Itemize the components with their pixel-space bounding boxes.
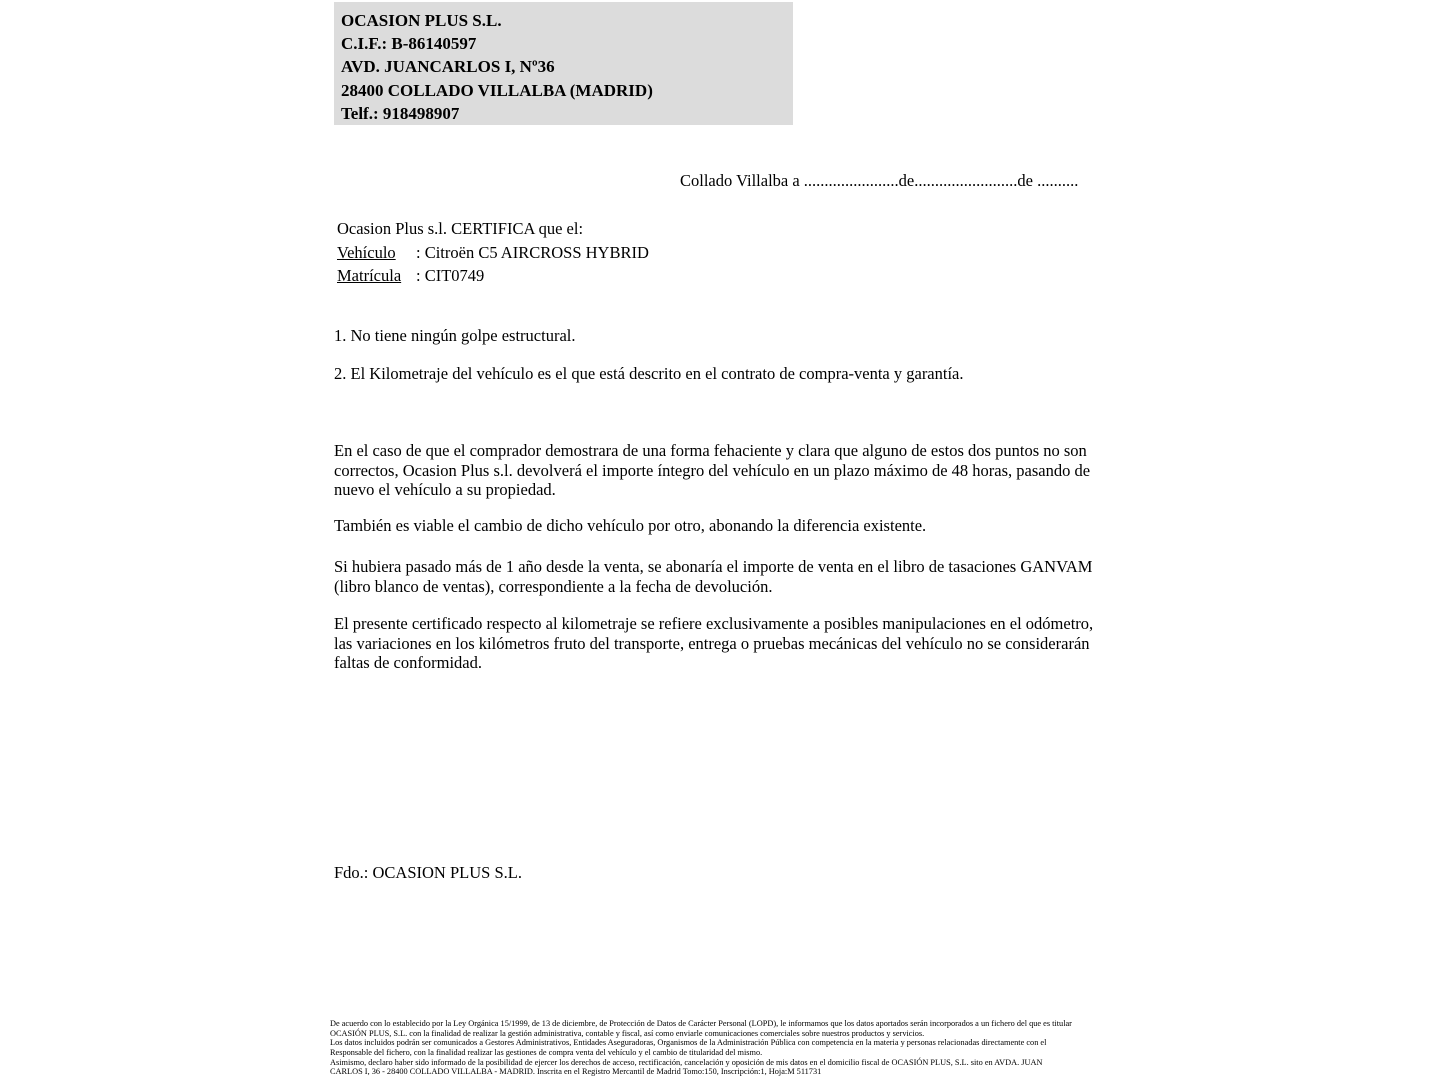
legal-footer-line: De acuerdo con lo establecido por la Ley Orgánica 15/1999, de 13 de diciembre, de Protección de Datos de Carácter Personal (LOPD), le informamos que los datos aportados serán incorporados a un fichero del que es titular — [330, 1019, 1072, 1028]
paragraph-ganvam-valuation: Si hubiera pasado más de 1 año desde la venta, se abonaría el importe de venta en el libro de tasaciones GANVAM (libro blanco de ventas), correspondiente a la fecha de devolución. — [334, 557, 1093, 596]
legal-footer-line: OCASIÓN PLUS, S.L. con la finalidad de realizar la gestión administrativa, contable y fiscal, así como enviarle comunicaciones comerciales sobre nuestros productos y servicios. — [330, 1028, 925, 1038]
certificate-block — [337, 217, 649, 288]
signature-line: Fdo.: OCASION PLUS S.L. — [334, 863, 522, 882]
plate-field-row — [337, 264, 649, 288]
paragraph-exchange-option: También es viable el cambio de dicho vehículo por otro, abonando la diferencia existente. — [334, 516, 927, 535]
plate-value: : CIT0749 — [416, 266, 485, 285]
legal-footer-line: Responsable del fichero, con la finalidad realizar las gestiones de compra venta del vehículo y el cambio de titularidad del mismo. — [330, 1047, 763, 1057]
paragraph-odometer-disclaimer: El presente certificado respecto al kilometraje se refiere exclusivamente a posibles manipulaciones en el odómetro, las variaciones en los kilómetros fruto del transporte, entrega o pruebas mecánicas del vehículo no se considerarán faltas de conformidad. — [334, 614, 1094, 673]
paragraph-refund-policy: En el caso de que el comprador demostrara de una forma fehaciente y clara que alguno de estos dos puntos no son correctos, Ocasion Plus s.l. devolverá el importe íntegro del vehículo en un plazo máximo de 48 horas, pasando de nuevo el vehículo a su propiedad. — [334, 441, 1091, 500]
statement-mileage: 2. El Kilometraje del vehículo es el que está descrito en el contrato de compra-venta y garantía. — [334, 364, 964, 383]
legal-footer-line: Asimismo, declaro haber sido informado de la posibilidad de ejercer los derechos de acceso, rectificación, cancelación y oposición de mis datos en el domicilio fiscal de OCASIÓN PLUS, S.L. sito en AVDA. JUAN — [330, 1057, 1043, 1067]
plate-label: Matrícula — [337, 266, 402, 285]
vehicle-field-row — [337, 241, 649, 265]
company-city: 28400 COLLADO VILLALBA (MADRID) — [341, 80, 653, 100]
statement-no-structural-damage: 1. No tiene ningún golpe estructural. — [334, 326, 576, 345]
legal-footer — [330, 1019, 1072, 1077]
company-header-block — [334, 2, 793, 125]
date-line: Collado Villalba a .......................de.........................de .......... — [680, 171, 1079, 190]
company-phone: Telf.: 918498907 — [341, 103, 460, 123]
company-name: OCASION PLUS S.L. — [341, 11, 502, 30]
vehicle-label: Vehículo — [337, 242, 396, 262]
company-address: AVD. JUANCARLOS I, Nº36 — [341, 57, 555, 77]
certifies-intro: Ocasion Plus s.l. CERTIFICA que el: — [337, 219, 584, 238]
legal-footer-line: Los datos incluidos podrán ser comunicados a Gestores Administrativos, Entidades Aseguradoras, Organismos de la Administración Pública con competencia en la materia y personas relacionadas directamente con el — [330, 1038, 1047, 1048]
company-cif: C.I.F.: B-86140597 — [341, 34, 477, 54]
legal-footer-line: CARLOS I, 36 - 28400 COLLADO VILLALBA - MADRID. Inscrita en el Registro Mercantil de Madrid Tomo:150, Inscripción:1, Hoja:M 511731 — [330, 1067, 822, 1077]
vehicle-value: : Citroën C5 AIRCROSS HYBRID — [416, 242, 649, 262]
